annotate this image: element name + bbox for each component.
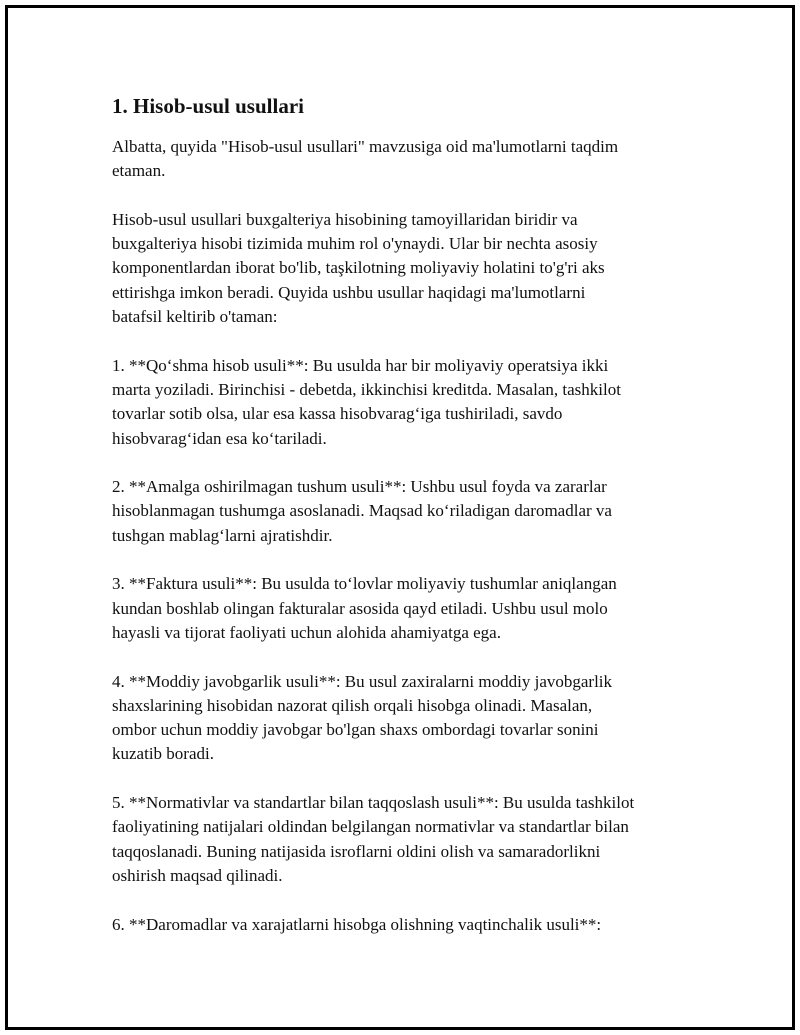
text-line: tovarlar sotib olsa, ular esa kassa hisobvarag‘iga tushiriladi, savdo (112, 404, 563, 424)
text-line: hisoblanmagan tushumga asoslanadi. Maqsad ko‘riladigan daromadlar va (112, 501, 612, 521)
list-item-4 (112, 670, 692, 767)
text-line: oshirish maqsad qilinadi. (112, 865, 283, 885)
text-line: hayasli va tijorat faoliyati uchun alohida ahamiyatga ega. (112, 622, 501, 642)
text-line: Hisob-usul usullari buxgalteriya hisobining tamoyillaridan biridir va (112, 209, 578, 229)
text-line: kuzatib boradi. (112, 744, 214, 764)
document-body (112, 93, 692, 961)
text-line: kundan boshlab olingan fakturalar asosida qayd etiladi. Ushbu usul molo (112, 598, 608, 618)
list-item-3 (112, 572, 692, 645)
text-line: marta yoziladi. Birinchisi - debetda, ikkinchisi kreditda. Masalan, tashkilot (112, 379, 621, 399)
text-line: 4. **Moddiy javobgarlik usuli**: Bu usul zaxiralarni moddiy javobgarlik (112, 671, 613, 691)
text-line: 5. **Normativlar va standartlar bilan taqqoslash usuli**: Bu usulda tashkilot (112, 793, 635, 813)
text-line: 1. **Qo‘shma hisob usuli**: Bu usulda har bir moliyaviy operatsiya ikki (112, 355, 609, 375)
list-item-6 (112, 913, 692, 937)
text-line: batafsil keltirib o'taman: (112, 307, 278, 327)
text-line: shaxslarining hisobidan nazorat qilish orqali hisobga olinadi. Masalan, (112, 695, 593, 715)
text-line: 6. **Daromadlar va xarajatlarni hisobga olishning vaqtinchalik usuli**: (112, 914, 602, 934)
text-line: Albatta, quyida "Hisob-usul usullari" mavzusiga oid ma'lumotlarni taqdim (112, 137, 619, 156)
text-line: 2. **Amalga oshirilmagan tushum usuli**: Ushbu usul foyda va zararlar (112, 477, 607, 497)
text-line: etaman. (112, 161, 166, 181)
paragraph-intro (112, 135, 692, 184)
text-line: 3. **Faktura usuli**: Bu usulda to‘lovlar moliyaviy tushumlar aniqlangan (112, 574, 617, 594)
list-item-2 (112, 475, 692, 548)
text-line: faoliyatining natijalari oldindan belgilangan normativlar va standartlar bilan (112, 817, 629, 837)
text-line: komponentlardan iborat bo'lib, taşkilotning moliyaviy holatini to'g'ri aks (112, 258, 605, 278)
text-line: hisobvarag‘idan esa ko‘tariladi. (112, 428, 327, 448)
text-line: ettirishga imkon beradi. Quyida ushbu usullar haqidagi ma'lumotlarni (112, 282, 586, 302)
list-item-5 (112, 791, 692, 888)
text-line: buxgalteriya hisobi tizimida muhim rol o'ynaydi. Ular bir nechta asosiy (112, 234, 598, 254)
text-line: ombor uchun moddiy javobgar bo'lgan shaxs ombordagi tovarlar sonini (112, 720, 599, 740)
list-item-1 (112, 354, 692, 451)
text-line: taqqoslanadi. Buning natijasida isroflarni oldini olish va samaradorlikni (112, 841, 601, 861)
document-title: 1. Hisob-usul usullari (112, 94, 304, 118)
paragraph-overview (112, 208, 692, 329)
text-line: tushgan mablag‘larni ajratishdir. (112, 525, 333, 545)
